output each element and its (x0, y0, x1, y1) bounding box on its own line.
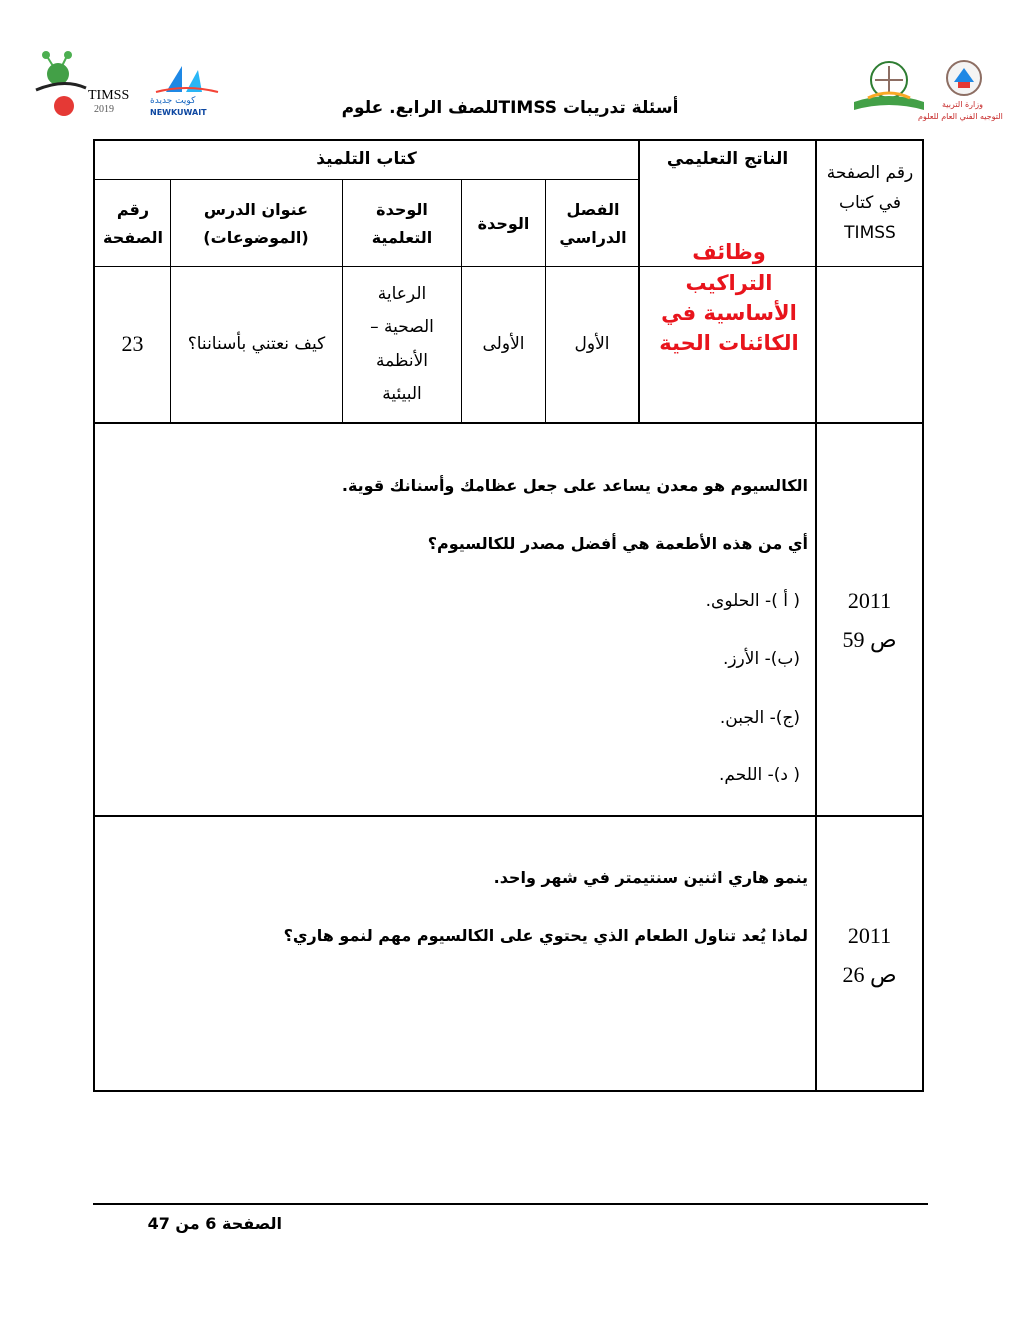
question-2-line-2: لماذا يُعد تناول الطعام الذي يحتوي على الكالسيوم مهم لنمو هاري؟ (283, 926, 808, 945)
header-student-book: كتاب التلميذ (316, 149, 417, 170)
learning-unit-value: الرعاية الصحية – الأنظمة البيئية (370, 284, 434, 404)
ministry-logo (944, 58, 984, 98)
lesson-title-value: كيف نعتني بأسناننا؟ (187, 333, 326, 354)
timss-logo-label: TIMSS (88, 88, 130, 103)
science-guidance-logo (848, 54, 930, 116)
timss-logo-year: 2019 (94, 104, 114, 115)
question-1-option-a: ( أ )- الحلوى. (705, 591, 800, 611)
question-2-line-1: ينمو هاري اثنين سنتيمتر في شهر واحد. (493, 868, 808, 887)
subheader-lesson-title: عنوان الدرس (الموضوعات) (203, 200, 309, 247)
header-page-in-timss: رقم الصفحة في كتاب TIMSS (826, 163, 914, 243)
ministry-logo-label: وزارة التربية (942, 100, 983, 109)
question-1-option-c: (ج)- الجبن. (719, 708, 800, 728)
header-learning-outcome: الناتج التعليمي (666, 149, 789, 170)
page-number-footer: الصفحة 6 من 47 (147, 1214, 282, 1233)
question-1-page: ص 59 (842, 626, 897, 652)
question-2-year: 2011 (847, 922, 892, 948)
question-1-line-1: الكالسيوم هو معدن يساعد على جعل عظامك وأسنانك قوية. (341, 476, 808, 495)
newkuwait-logo-label: NEWKUWAIT (150, 108, 207, 117)
ministry-logo-sub: التوجيه الفني العام للعلوم (918, 112, 1003, 121)
question-2-page: ص 26 (842, 961, 897, 987)
subheader-learning-unit: الوحدة التعلمية (371, 200, 433, 247)
subheader-unit: الوحدة (477, 214, 530, 233)
subheader-semester: الفصل الدراسي (559, 200, 627, 247)
question-1-option-d: ( د)- اللحم. (719, 765, 800, 785)
learning-outcome-value: وظائف التراكيب الأساسية في الكائنات الحية (659, 240, 799, 356)
unit-value: الأولى (482, 333, 525, 354)
question-1-option-b: (ب)- الأرز. (722, 649, 800, 669)
page-title: أسئلة تدريبات TIMSSللصف الرابع. علوم (341, 98, 679, 118)
page-number-value: 23 (121, 331, 144, 357)
newkuwait-logo-arabic: كويت جديدة (150, 96, 196, 106)
subheader-page-number: رقم الصفحة (102, 200, 163, 247)
newkuwait-logo (146, 62, 222, 98)
question-1-line-2: أي من هذه الأطعمة هي أفضل مصدر للكالسيوم؟ (427, 534, 808, 553)
footer-divider (93, 1203, 928, 1205)
question-1-year: 2011 (847, 587, 892, 613)
semester-value: الأول (574, 333, 610, 354)
timss-logo (34, 48, 144, 120)
